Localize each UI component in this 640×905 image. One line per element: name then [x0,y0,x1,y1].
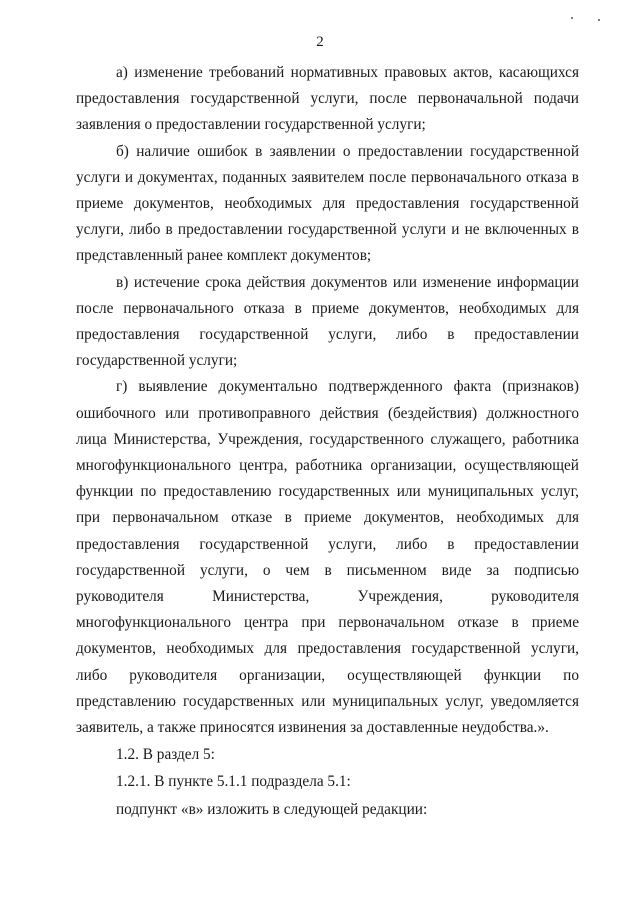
paragraph-item-5-1-1: 1.2.1. В пункте 5.1.1 подраздела 5.1: [116,773,351,791]
paragraph-a: а) изменение требований нормативных правовых актов, касающихся предоставления государственной услуги, после первоначальной подачи заявления о предоставлении государственной услуги; [76,64,579,134]
paragraph-section-5: 1.2. В раздел 5: [116,746,215,764]
document-body [76,60,579,823]
paragraph-g: г) выявление документально подтвержденного факта (признаков) ошибочного или противоправного действия (бездействия) должностного лица Министерства, Учреждения, государственного служащего, работника многофункционального центра, работника организации, осуществляющей функции по предоставлению государственных или муниципальных услуг, при первоначальном отказе в приеме документов, необходимых для предоставления государственной услуги, либо в предоставлении государственной услуги, о чем в письменном виде за подписью руководителя Министерства, Учреждения, руководителя многофункционального центра при первоначальном отказе в приеме документов, необходимых для предоставления государственной услуги, либо руководителя организации, осуществляющей функции по представлению государственных или муниципальных услуг, уведомляется заявитель, а также приносятся извинения за доставленные неудобства.». [76,378,579,737]
page-number: 2 [316,34,324,50]
paragraph-b: б) наличие ошибок в заявлении о предоставлении государственной услуги и документах, поданных заявителем после первоначального отказа в приеме документов, необходимых для предоставления государственной услуги, либо в предоставлении государственной услуги и не включенных в представленный ранее комплект документов; [76,142,579,265]
paragraph-subitem-v: подпункт «в» изложить в следующей редакции: [116,800,428,818]
scan-speck [571,17,573,19]
paragraph-v: в) истечение срока действия документов или изменение информации после первоначального отказа в приеме документов, необходимых для предоставления государственной услуги, либо в предоставлении государственной услуги; [76,273,579,370]
scan-speck [598,19,600,21]
